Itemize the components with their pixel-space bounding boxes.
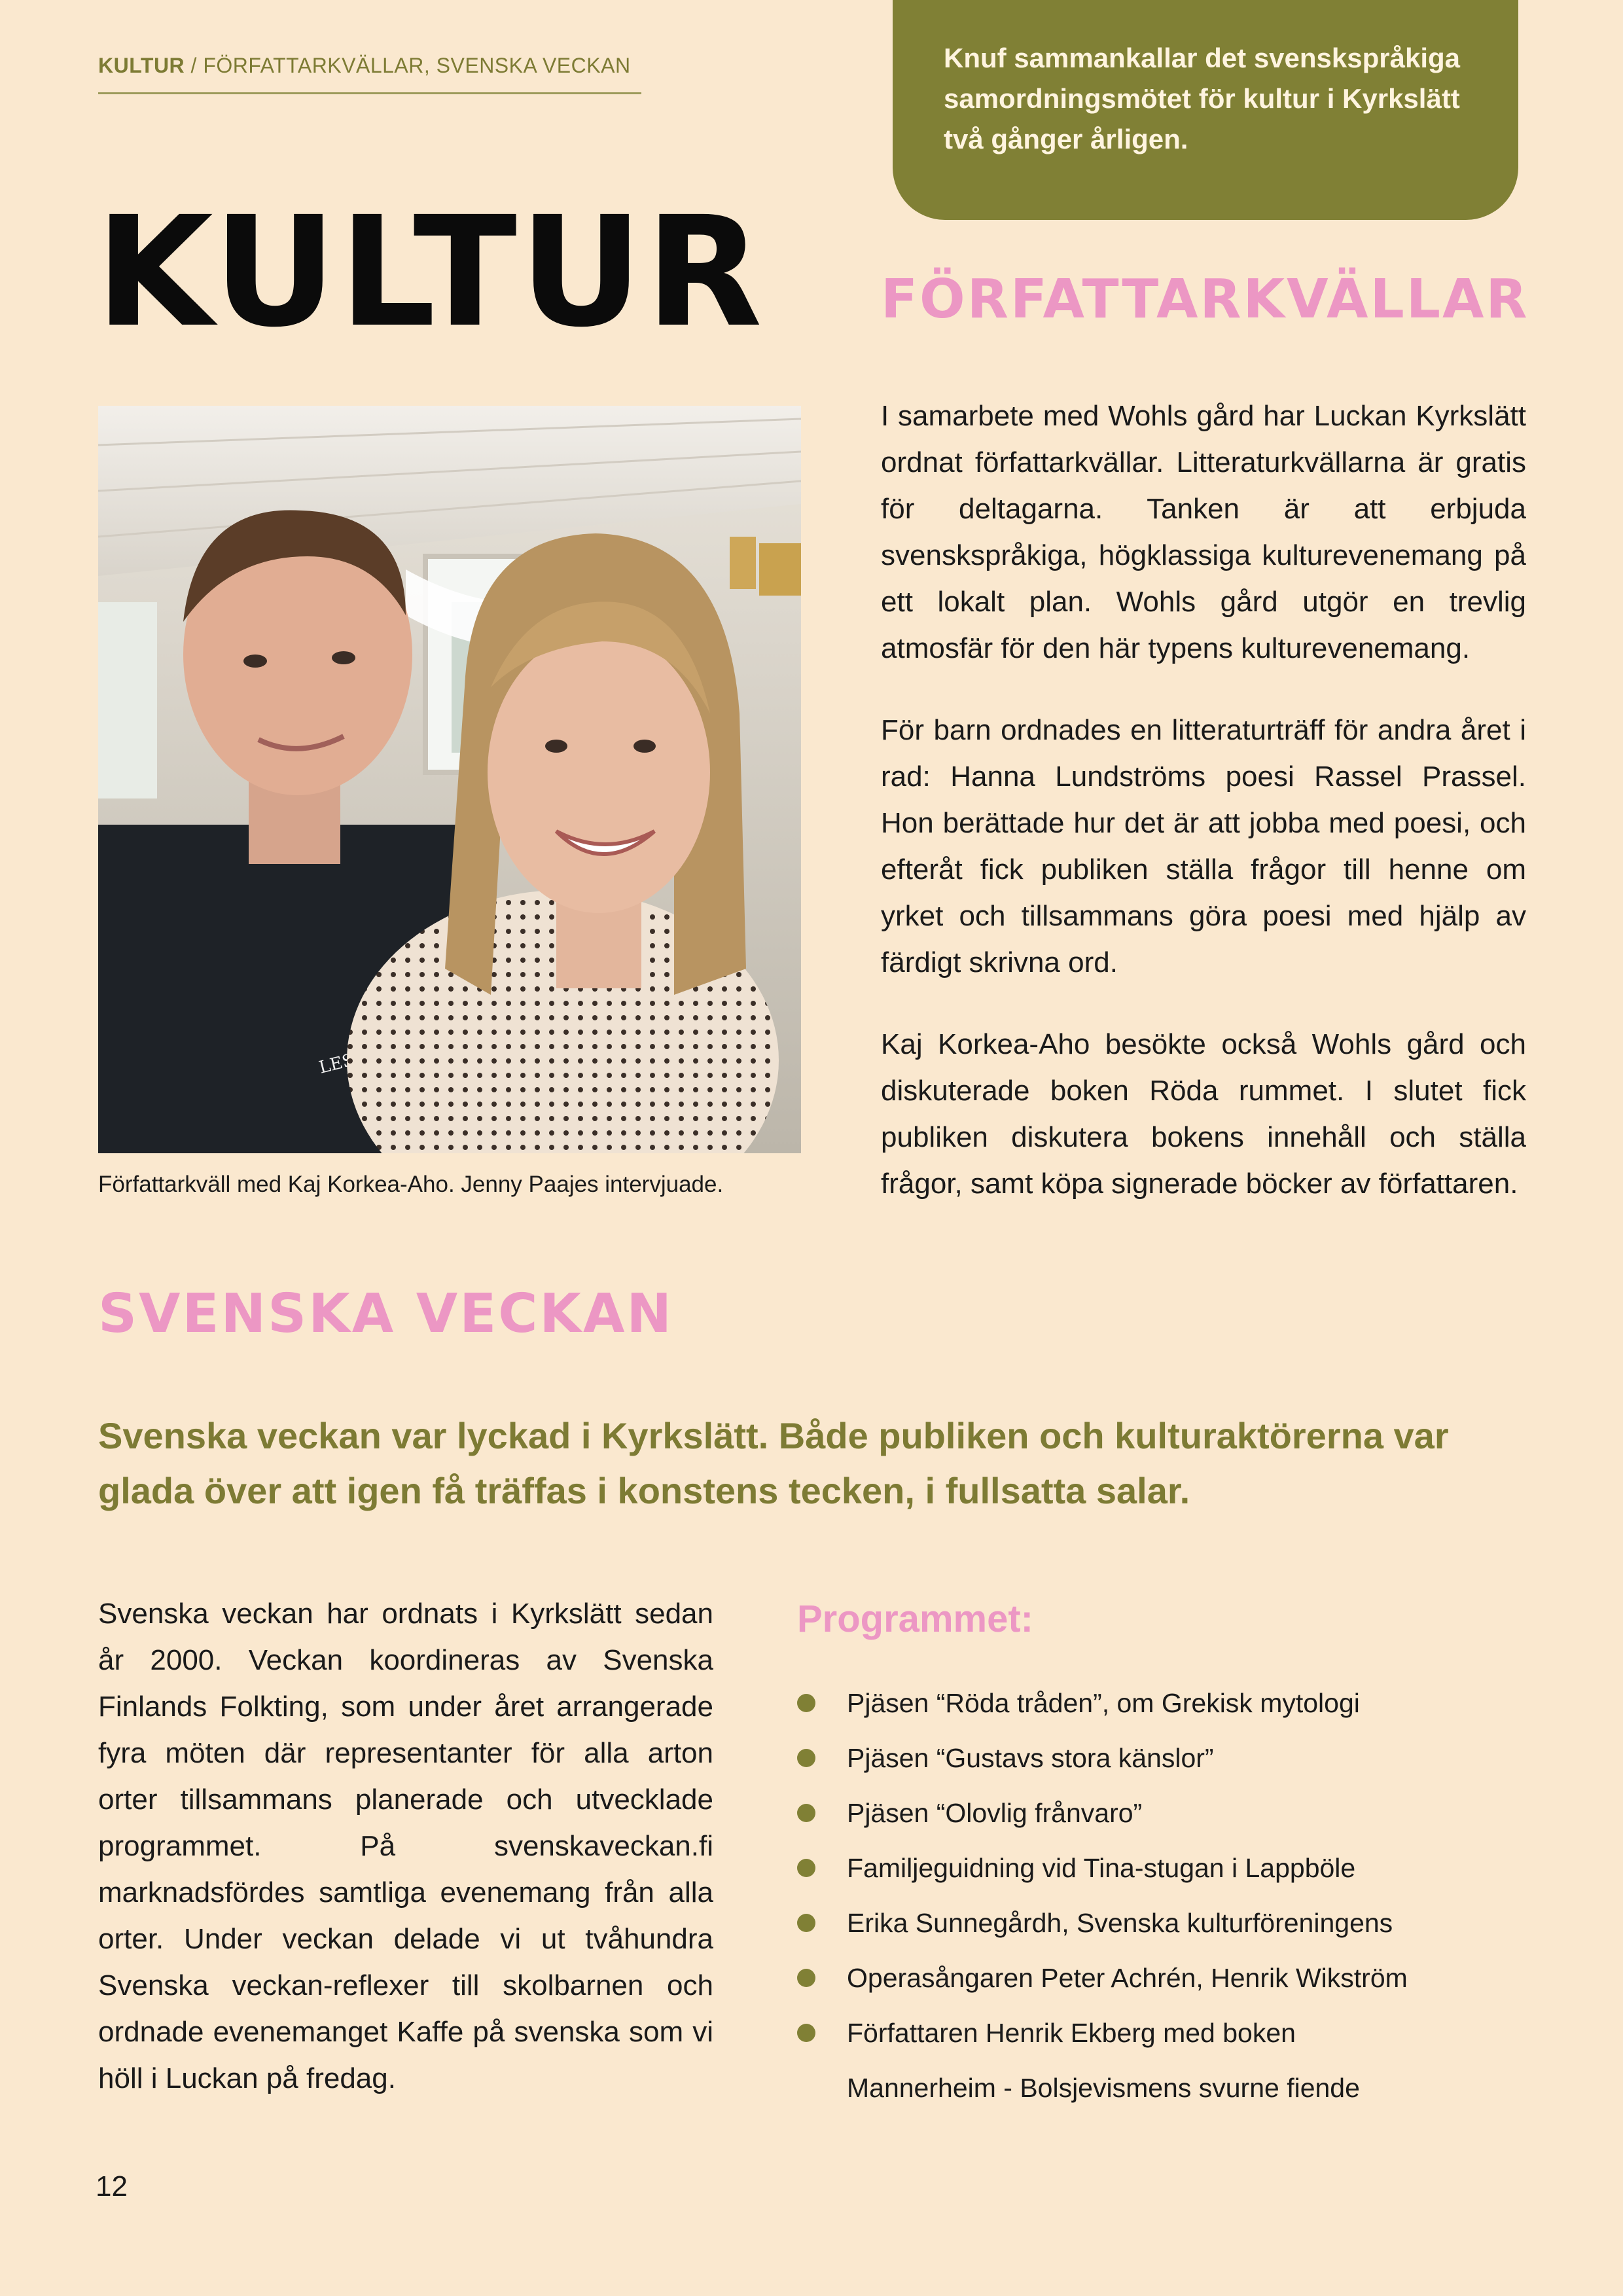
author-evening-photo: [98, 406, 801, 1153]
program-item: [797, 1676, 1543, 1731]
forfattarkvallar-body: [881, 393, 1526, 1242]
photo-illustration: [98, 406, 801, 1153]
page-number: 12: [96, 2170, 128, 2202]
photo-shirt-text: LES: [317, 1050, 357, 1078]
program-item: [797, 2005, 1543, 2060]
photo-caption: Författarkväll med Kaj Korkea-Aho. Jenny Paajes intervjuade.: [98, 1172, 724, 1197]
program-item-continuation: [797, 2060, 1543, 2115]
bullet-icon: [797, 1914, 815, 1932]
program-item-text: Mannerheim - Bolsjevismens svurne fiende: [847, 2073, 1360, 2103]
breadcrumb-separator: /: [185, 54, 204, 77]
program-item-text: Pjäsen “Olovlig frånvaro”: [847, 1798, 1143, 1828]
program-item-text: Erika Sunnegårdh, Svenska kulturföreningens: [847, 1908, 1393, 1938]
program-item: [797, 1950, 1543, 2005]
program-item-text: Familjeguidning vid Tina-stugan i Lappböle: [847, 1853, 1356, 1883]
program-item-text: Operasångaren Peter Achrén, Henrik Wikström: [847, 1963, 1408, 1993]
program-item-text: Pjäsen “Röda tråden”, om Grekisk mytologi: [847, 1688, 1360, 1718]
bullet-icon: [797, 2024, 815, 2042]
program-item: [797, 1895, 1543, 1950]
heading-forfattarkvallar: FÖRFATTARKVÄLLAR: [881, 268, 1529, 331]
svenska-veckan-lead: Svenska veckan var lyckad i Kyrkslätt. Både publiken och kulturaktörerna var glada över att igen få träffas i konstens tecken, i fullsatta salar.: [98, 1415, 1449, 1511]
heading-svenska-veckan: SVENSKA VECKAN: [98, 1283, 674, 1345]
breadcrumb-trail: FÖRFATTARKVÄLLAR, SVENSKA VECKAN: [203, 54, 631, 77]
bullet-icon: [797, 1694, 815, 1712]
bullet-icon: [797, 1804, 815, 1822]
breadcrumb: [98, 54, 641, 94]
paragraph: Kaj Korkea-Aho besökte också Wohls gård och diskuterade boken Röda rummet. I slutet fick publiken diskutera bokens innehåll och ställa frågor, samt köpa signerade böcker av författaren.: [881, 1028, 1526, 1200]
program-item-text: Författaren Henrik Ekberg med boken: [847, 2018, 1296, 2048]
info-box: [893, 0, 1518, 220]
paragraph: För barn ordnades en litteraturträff för andra året i rad: Hanna Lundströms poesi Rassel Prassel. Hon berättade hur det är att jobba med poesi, och efteråt fick publiken ställa frågor till henne om yrket och tillsammans göra poesi med hjälp av färdigt skrivna ord.: [881, 714, 1526, 978]
program-list: [797, 1676, 1543, 2115]
paragraph: I samarbete med Wohls gård har Luckan Kyrkslätt ordnat författarkvällar. Litteraturkvällarna är gratis för deltagarna. Tanken är att erbjuda svenskspråkiga, högklassiga kulturevenemang på ett lokalt plan. Wohls gård utgör en trevlig atmosfär för den här typens kulturevenemang.: [881, 400, 1526, 664]
svenska-veckan-body: Svenska veckan har ordnats i Kyrkslätt sedan år 2000. Veckan koordineras av Svenska Finlands Folkting, som under året arrangerade fyra möten där representanter för alla arton orter tillsammans planerade och utvecklade programmet. På svenskaveckan.fi marknadsfördes samtliga evenemang från alla orter. Under veckan delade vi ut tvåhundra Svenska veckan-reflexer till skolbarnen och ordnade evenemanget Kaffe på svenska som vi höll i Luckan på fredag.: [98, 1598, 713, 2094]
program-item: [797, 1731, 1543, 1785]
program-item-text: Pjäsen “Gustavs stora känslor”: [847, 1743, 1214, 1773]
info-box-text: Knuf sammankallar det svenskspråkiga samordningsmötet för kultur i Kyrkslätt två gånger årligen.: [944, 43, 1461, 154]
program-item: [797, 1785, 1543, 1840]
program-item: [797, 1840, 1543, 1895]
bullet-icon: [797, 1749, 815, 1767]
breadcrumb-section[interactable]: KULTUR: [98, 54, 185, 77]
bullet-icon: [797, 1859, 815, 1877]
page-title: KULTUR: [96, 184, 765, 361]
bullet-icon: [797, 1969, 815, 1987]
program-heading: Programmet:: [797, 1598, 1033, 1640]
